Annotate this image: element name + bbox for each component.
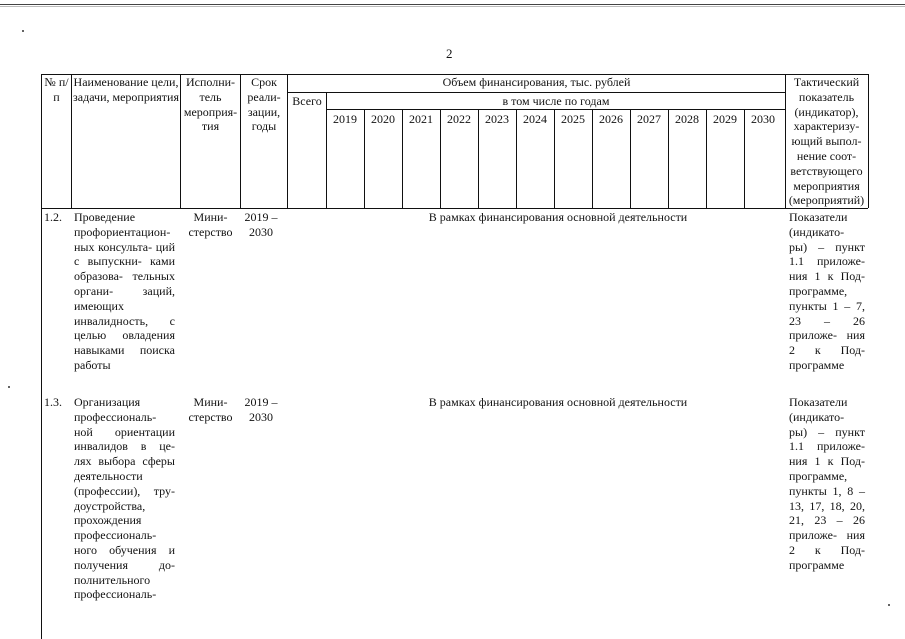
row-executor: Мини- стерство xyxy=(188,395,233,424)
header-year: 2020 xyxy=(371,112,395,126)
header-indicator: Тактический показатель (индикатор), характеризу- ющий выпол- нение соот- ветствующего мероприятия (мероприятий) xyxy=(788,75,865,208)
header-year: 2023 xyxy=(485,112,509,126)
scan-edge-line xyxy=(0,4,905,5)
col-rule xyxy=(71,74,72,208)
header-year: 2022 xyxy=(447,112,471,126)
header-total: Всего xyxy=(292,94,322,108)
row-num: 1.2. xyxy=(44,210,62,224)
header-term: Срок реали- зации, годы xyxy=(247,75,281,134)
header-year: 2030 xyxy=(751,112,775,126)
row-term: 2019 – 2030 xyxy=(244,395,278,424)
header-year: 2028 xyxy=(675,112,699,126)
header-rule xyxy=(287,92,785,93)
header-year: 2026 xyxy=(599,112,623,126)
row-name: Проведение профориентацион- ных консульта- ций с выпускни- ками образова- тельных органи- заций, имеющих инвалидность, с целью овладения навыками поиска работы xyxy=(74,210,175,372)
scan-speck xyxy=(8,386,10,388)
header-bottom-rule xyxy=(41,208,868,209)
header-year: 2024 xyxy=(523,112,547,126)
row-funding: В рамках финансирования основной деятельности xyxy=(428,210,688,224)
scan-edge-line xyxy=(0,6,905,7)
header-year: 2021 xyxy=(409,112,433,126)
col-rule xyxy=(326,92,327,208)
row-indicator: Показатели (индикато- ры) – пункт 1.1 приложе- ния 1 к Под- программе, пункты 1, 8 – 13, 17, 18, 20, 21, 23 – 26 приложе- ния 2 к Под- программе xyxy=(789,395,865,572)
row-funding: В рамках финансирования основной деятельности xyxy=(428,395,688,409)
header-funding: Объем финансирования, тыс. рублей xyxy=(442,75,631,89)
table-border-left xyxy=(41,74,42,639)
row-term: 2019 – 2030 xyxy=(244,210,278,239)
row-num: 1.3. xyxy=(44,395,62,409)
scan-speck xyxy=(888,604,890,606)
header-year: 2029 xyxy=(713,112,737,126)
header-num: № п/п xyxy=(44,75,69,104)
header-rule xyxy=(326,109,785,110)
header-year: 2019 xyxy=(333,112,357,126)
header-executor: Исполни- тель мероприя- тия xyxy=(183,75,238,134)
header-year: 2027 xyxy=(637,112,661,126)
header-by-years: в том числе по годам xyxy=(502,94,610,108)
page-number: 2 xyxy=(446,46,453,61)
header-year: 2025 xyxy=(561,112,585,126)
row-name: Организация профессиональ- ной ориентации инвалидов в це- лях выбора сферы деятельности (профессии), тру- доустройства, прохождения профессиональ- ного обучения и получения до- полнительного профессиональ- xyxy=(74,395,175,602)
table-border-right xyxy=(868,74,869,208)
header-name: Наименование цели, задачи, мероприятия xyxy=(73,75,179,104)
row-executor: Мини- стерство xyxy=(188,210,233,239)
row-indicator: Показатели (индикато- ры) – пункт 1.1 приложе- ния 1 к Под- программе, пункты 1 – 7, 23 – 26 приложе- ния 2 к Под- программе xyxy=(789,210,865,372)
scan-speck xyxy=(22,30,24,32)
